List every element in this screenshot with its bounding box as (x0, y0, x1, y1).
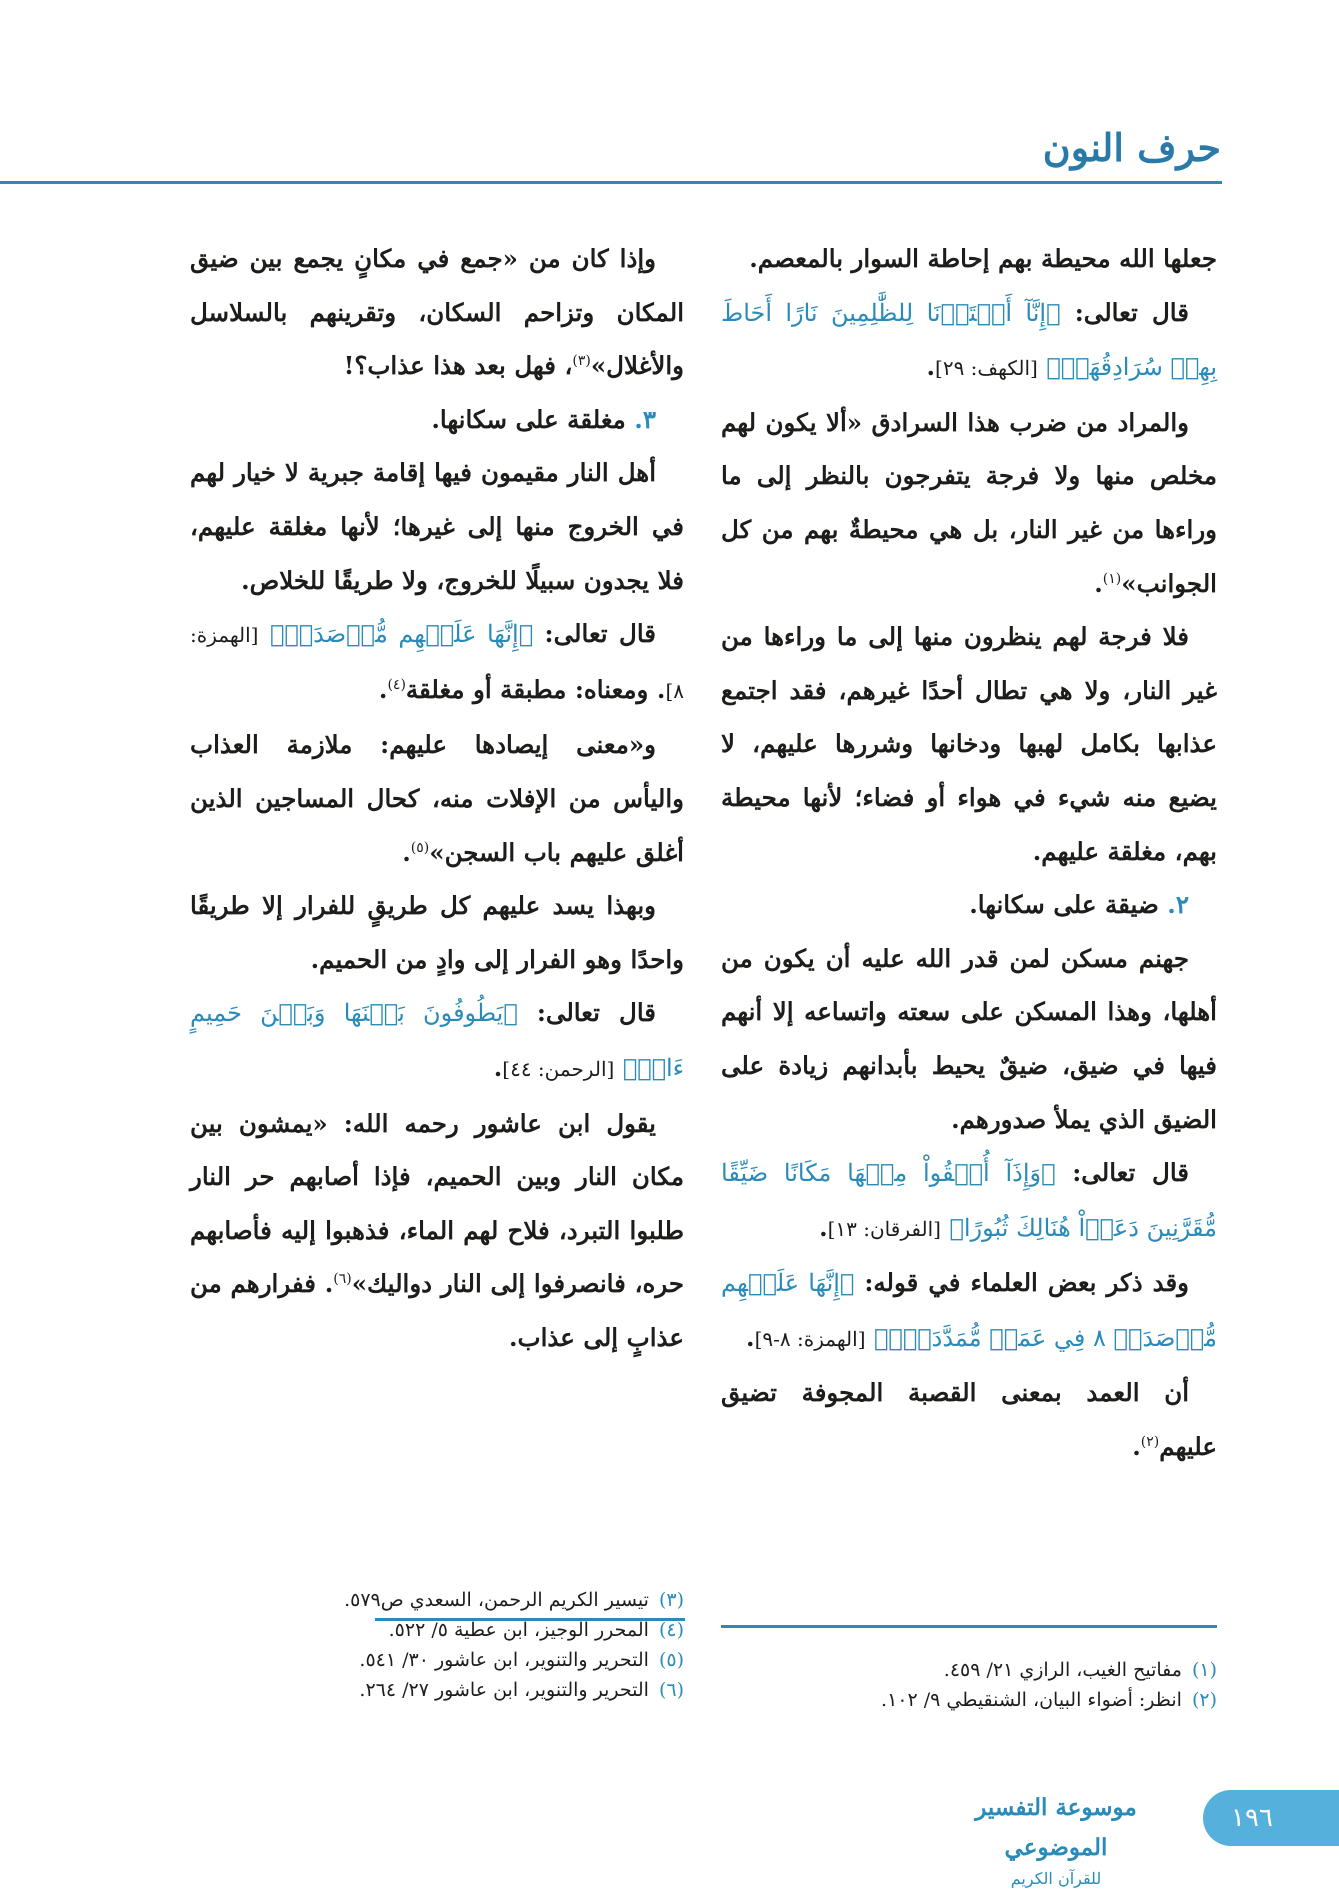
quran-verse: ﴿إِنَّهَا عَلَيۡهِم مُّؤۡصَدَةٞ﴾ (269, 620, 534, 649)
verse-paragraph: قال تعالى: ﴿وَإِذَآ أُلۡقُواْ مِنۡهَا مَكَانًا ضَيِّقًا مُّقَرَّنِينَ دَعَوۡاْ هُنَالِكَ ثُبُورًا﴾ [الفرقان: ١٣]. (721, 1158, 1217, 1242)
paragraph: أن العمد بمعنى القصبة المجوفة تضيق عليهم$^{(٢)}$. (721, 1378, 1217, 1462)
logo-title: موسوعة التفسير الموضوعي (975, 1794, 1137, 1861)
quran-verse: ﴿وَإِذَآ أُلۡقُواْ مِنۡهَا مَكَانًا ضَيِّقًا مُّقَرَّنِينَ دَعَوۡاْ هُنَالِكَ ثُبُورًا﴾ (721, 1159, 1217, 1242)
paragraph-text: وإذا كان من «جمع في مكانٍ يجمع بين ضيق المكان وتزاحم السكان، وتقرينهم بالسلاسل والأغلال» (190, 244, 684, 381)
verse-reference: [الهمزة: ٨-٩] (754, 1326, 866, 1351)
paragraph: و«معنى إيصادها عليهم: ملازمة العذاب واليأس من الإفلات منه، كحال المساجين الذين أغلق عليهم باب السجن»$^{(٥)}$. (190, 730, 684, 867)
right-column (721, 232, 1217, 1474)
footnote-marker[interactable]: (١) (1102, 570, 1122, 587)
section-number: ٢. (1167, 890, 1189, 920)
paragraph: جعلها الله محيطة بهم إحاطة السوار بالمعصم. (749, 244, 1217, 273)
paragraph: فلا فرجة لهم ينظرون منها إلى ما وراءها من غير النار، ولا هي تطال أحدًا غيرهم، فقد اجتمع عذابها بكامل لهبها ودخانها وشررها عليهم، لا يضيع منه شيء في هواء أو فضاء؛ لأنها محيطة بهم، مغلقة عليهم. (721, 622, 1217, 866)
paragraph-text: و«معنى إيصادها عليهم: ملازمة العذاب واليأس من الإفلات منه، كحال المساجين الذين أغلق عليهم باب السجن» (190, 730, 684, 867)
footnote-marker[interactable]: (٥) (410, 839, 430, 856)
section-title: ضيقة على سكانها. (969, 890, 1159, 920)
paragraph: والمراد من ضرب هذا السرادق «ألا يكون لهم مخلص منها ولا فرجة يتفرجون بالنظر إلى ما وراءها من غير النار، بل هي محيطةٌ بهم من كل الجوانب»$^{(١)}$. (721, 407, 1217, 598)
verse-reference: [الكهف: ٢٩] (935, 356, 1038, 381)
footnote-item (721, 1685, 1217, 1715)
footnote-item (190, 1675, 684, 1705)
verse-reference: [الرحمن: ٤٤] (502, 1056, 615, 1081)
footnote-text: مفاتيح الغيب، الرازي ٢١/ ٤٥٩. (943, 1659, 1182, 1681)
paragraph: جهنم مسكن لمن قدر الله عليه أن يكون من أهلها، وهذا المسكن على سعته واتساعه إلا أنهم فيها في ضيق، ضيقٌ يحيط بأبدانهم زيادة على الضيق الذي يملأ صدورهم. (721, 943, 1217, 1134)
footnote-item (190, 1585, 684, 1615)
footnote-item (721, 1655, 1217, 1685)
footnote-number: (٤) (658, 1619, 684, 1641)
footnote-item (190, 1645, 684, 1675)
verse-intro: وقد ذكر بعض العلماء في قوله: (854, 1268, 1190, 1298)
footnote-marker[interactable]: (٤) (387, 676, 406, 693)
footnote-text: التحرير والتنوير، ابن عاشور ٣٠/ ٥٤١. (359, 1649, 649, 1671)
verse-intro: قال تعالى: (533, 619, 656, 649)
footnote-text: انظر: أضواء البيان، الشنقيطي ٩/ ١٠٢. (881, 1689, 1182, 1711)
footnote-text: التحرير والتنوير، ابن عاشور ٢٧/ ٢٦٤. (359, 1679, 649, 1701)
footnote-item (190, 1615, 684, 1645)
verse-paragraph: قال تعالى: ﴿يَطُوفُونَ بَيۡنَهَا وَبَيۡنَ حَمِيمٍ ءَانٖ﴾ [الرحمن: ٤٤]. (190, 998, 684, 1082)
page-number: ١٩٦ (1231, 1803, 1273, 1833)
header-divider (0, 181, 1222, 184)
footnote-number: (١) (1191, 1659, 1217, 1681)
paragraph (190, 232, 684, 393)
section-heading (721, 878, 1217, 932)
footnote-text: تيسير الكريم الرحمن، السعدي ص٥٧٩. (344, 1589, 649, 1611)
paragraph-text: . ففرارهم من عذابٍ إلى عذاب. (190, 1269, 684, 1352)
publication-logo (936, 1788, 1176, 1888)
verse-reference: [الهمزة: ٨] (190, 623, 684, 703)
verse-intro: قال تعالى: (1055, 1158, 1189, 1188)
verse-paragraph: قال تعالى: ﴿إِنَّآ أَعۡتَدۡنَا لِلظَّٰلِمِينَ نَارًا أَحَاطَ بِهِمۡ سُرَادِقُهَاۚ﴾ [الكهف: ٢٩]. (721, 297, 1217, 382)
footnote-number: (٥) (658, 1649, 684, 1671)
logo-subtitle: للقرآن الكريم (1010, 1869, 1102, 1888)
paragraph-text: يقول ابن عاشور رحمه الله: «يمشون بين مكان النار وبين الحميم، فإذا أصابهم حر النار طلبوا التبرد، فلاح لهم الماء، فذهبوا إليه فأصابهم حره، فانصرفوا إلى النار دواليك» (190, 1108, 684, 1299)
verse-reference: [الفرقان: ١٣] (827, 1216, 941, 1241)
footnote-marker[interactable]: (٣) (572, 353, 591, 370)
footnote-number: (٢) (1191, 1689, 1217, 1711)
section-heading (190, 393, 684, 447)
footnotes-right (721, 1655, 1217, 1715)
page-header-title: حرف النون (1042, 125, 1221, 170)
paragraph-text: . ومعناه: مطبقة أو مغلقة (405, 674, 666, 704)
paragraph-text: والمراد من ضرب هذا السرادق «ألا يكون لهم مخلص منها ولا فرجة يتفرجون بالنظر إلى ما وراءها من غير النار، بل هي محيطةٌ بهم من كل الجوانب» (721, 407, 1217, 598)
verse-paragraph: قال تعالى: ﴿إِنَّهَا عَلَيۡهِم مُّؤۡصَدَةٞ﴾ [الهمزة: ٨]. ومعناه: مطبقة أو مغلقة$^{(٤)}$. (190, 619, 684, 704)
quran-verse: ﴿إِنَّهَا عَلَيۡهِم مُّؤۡصَدَةٞ ٨ فِي عَمَدٖ مُّمَدَّدَةِۭ﴾ (721, 1269, 1217, 1352)
footnote-text: المحرر الوجيز، ابن عطية ٥/ ٥٢٢. (388, 1619, 649, 1641)
paragraph: وبهذا يسد عليهم كل طريقٍ للفرار إلا طريقًا واحدًا وهو الفرار إلى وادٍ من الحميم. (190, 891, 684, 974)
quran-verse: ﴿إِنَّآ أَعۡتَدۡنَا لِلظَّٰلِمِينَ نَارًا أَحَاطَ بِهِمۡ سُرَادِقُهَاۚ﴾ (721, 298, 1217, 382)
paragraph-text: أن العمد بمعنى القصبة المجوفة تضيق عليهم (721, 1378, 1217, 1462)
paragraph: أهل النار مقيمون فيها إقامة جبرية لا خيار لهم في الخروج منها إلى غيرها؛ لأنها مغلقة عليهم، فلا يجدون سبيلًا للخروج، ولا طريقًا للخلاص. (190, 458, 684, 595)
paragraph (190, 1097, 684, 1365)
section-title: مغلقة على سكانها. (431, 404, 626, 434)
footnote-marker[interactable]: (٢) (1140, 1433, 1160, 1450)
footnote-marker[interactable]: (٦) (333, 1271, 352, 1288)
footnote-divider (721, 1625, 1217, 1628)
footnote-number: (٦) (658, 1679, 684, 1701)
verse-intro: قال تعالى: (1060, 297, 1189, 327)
verse-intro: قال تعالى: (517, 998, 657, 1028)
verse-paragraph: وقد ذكر بعض العلماء في قوله: ﴿إِنَّهَا عَلَيۡهِم مُّؤۡصَدَةٞ ٨ فِي عَمَدٖ مُّمَدَّدَةِۭ﴾ [الهمزة: ٨-٩]. (721, 1268, 1217, 1352)
paragraph-text: ، فهل بعد هذا عذاب؟! (343, 351, 573, 381)
footnotes-left (190, 1585, 684, 1705)
left-column (190, 232, 684, 1364)
section-number: ٣. (634, 404, 656, 434)
quran-verse: ﴿يَطُوفُونَ بَيۡنَهَا وَبَيۡنَ حَمِيمٍ ءَانٖ﴾ (190, 999, 684, 1082)
footnote-number: (٣) (658, 1589, 684, 1611)
